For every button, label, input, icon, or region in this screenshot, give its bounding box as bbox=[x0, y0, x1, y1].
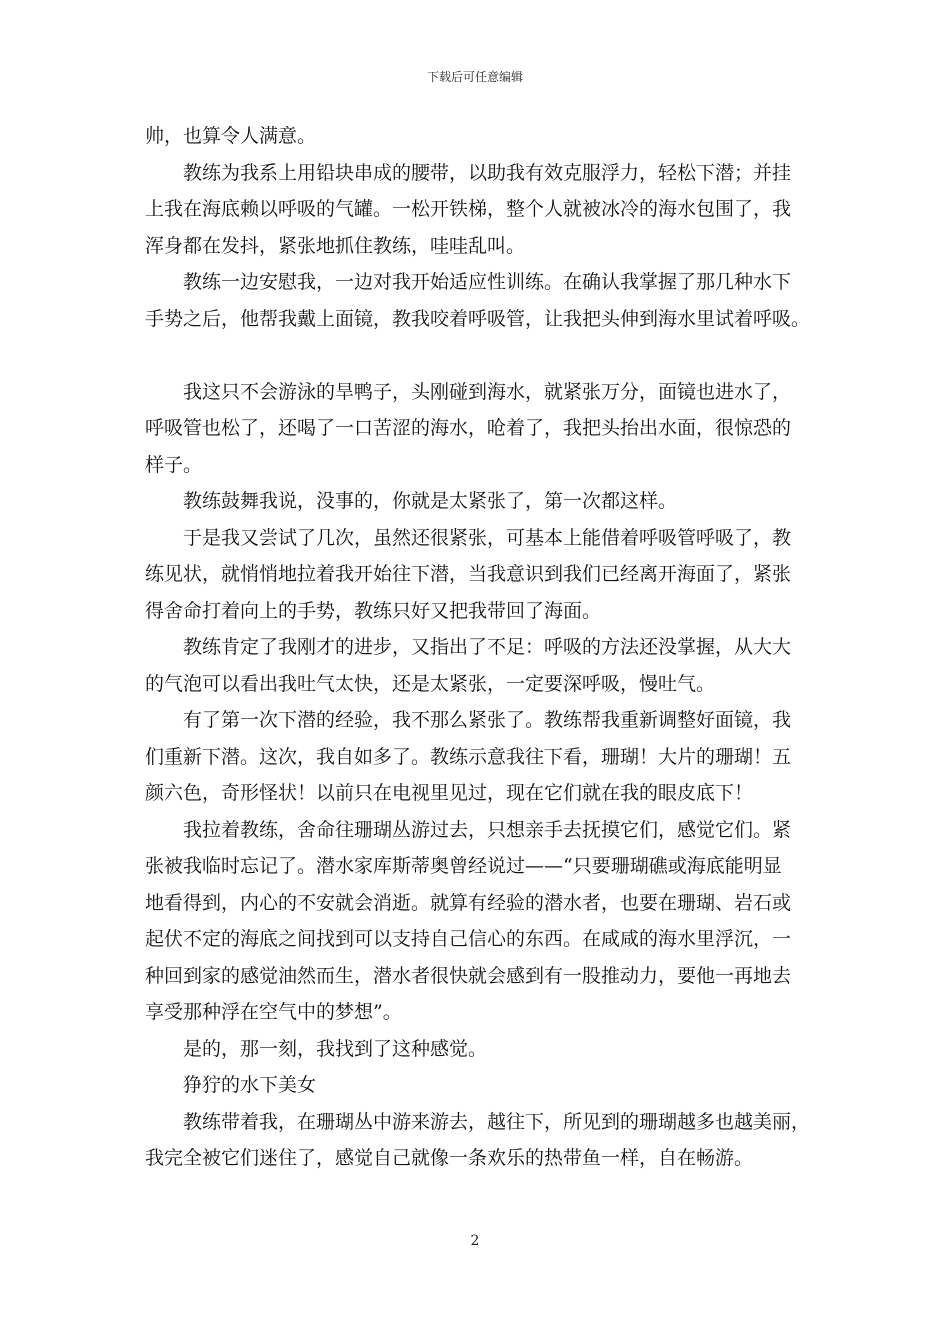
text-line: 于是我又尝试了几次，虽然还很紧张，可基本上能借着呼吸管呼吸了，教 bbox=[183, 526, 792, 549]
section-heading: 狰狞的水下美女 bbox=[183, 1074, 317, 1096]
text-line: 有了第一次下潜的经验，我不那么紧张了。教练帮我重新调整好面镜，我 bbox=[183, 709, 792, 731]
text-line: 种回到家的感觉油然而生，潜水者很快就会感到有一股推动力，要他一再地去 bbox=[145, 964, 792, 987]
text-line: 样子。 bbox=[145, 453, 203, 476]
text-line: 起伏不定的海底之间找到可以支持自己信心的东西。在咸咸的海水里浮沉，一 bbox=[145, 928, 792, 950]
text-line: 上我在海底赖以呼吸的气罐。一松开铁梯，整个人就被冰冷的海水包围了，我 bbox=[145, 198, 792, 220]
text-line: 得舍命打着向上的手势，教练只好又把我带回了海面。 bbox=[145, 599, 602, 622]
text-line: 们重新下潜。这次，我自如多了。教练示意我往下看，珊瑚！大片的珊瑚！五 bbox=[145, 745, 792, 768]
text-line: 教练一边安慰我，一边对我开始适应性训练。在确认我掌握了那几种水下 bbox=[183, 271, 792, 293]
text-line: 我这只不会游泳的旱鸭子，头刚碰到海水，就紧张万分，面镜也进水了， bbox=[183, 380, 792, 403]
text-line: 享受那种浮在空气中的梦想”。 bbox=[145, 1001, 402, 1023]
text-line: 教练带着我，在珊瑚丛中游来游去，越往下，所见到的珊瑚越多也越美丽， bbox=[183, 1110, 811, 1133]
document-body bbox=[145, 118, 817, 1177]
text-line: 颜六色，奇形怪状！以前只在电视里见过，现在它们就在我的眼皮底下！ bbox=[145, 782, 754, 804]
text-line: 是的，那一刻，我找到了这种感觉。 bbox=[183, 1037, 488, 1060]
text-line: 练见状，就悄悄地拉着我开始往下潜，当我意识到我们已经离开海面了，紧张 bbox=[145, 563, 792, 585]
text-line: 地看得到，内心的不安就会消逝。就算有经验的潜水者，也要在珊瑚、岩石或 bbox=[145, 891, 792, 914]
text-line: 帅，也算令人满意。 bbox=[145, 125, 317, 147]
page-number: 2 bbox=[470, 1233, 480, 1249]
text-line: 手势之后，他帮我戴上面镜，教我咬着呼吸管，让我把头伸到海水里试着呼吸。 bbox=[145, 307, 811, 330]
text-line: 张被我临时忘记了。潜水家库斯蒂奥曾经说过——“只要珊瑚礁或海底能明显 bbox=[145, 855, 782, 877]
text-line: 教练为我系上用铅块串成的腰带，以助我有效克服浮力，轻松下潜；并挂 bbox=[183, 161, 792, 184]
text-line: 我拉着教练，舍命往珊瑚丛游过去，只想亲手去抚摸它们，感觉它们。紧 bbox=[183, 818, 792, 841]
text-line: 的气泡可以看出我吐气太快，还是太紧张，一定要深呼吸，慢吐气。 bbox=[145, 672, 716, 695]
page-header: 下载后可任意编辑 bbox=[426, 70, 523, 84]
text-line: 浑身都在发抖，紧张地抓住教练，哇哇乱叫。 bbox=[145, 234, 526, 257]
text-line: 教练鼓舞我说，没事的，你就是太紧张了，第一次都这样。 bbox=[183, 490, 678, 512]
text-line: 我完全被它们迷住了，感觉自己就像一条欢乐的热带鱼一样，自在畅游。 bbox=[145, 1147, 754, 1169]
paragraph-spacer bbox=[145, 337, 817, 374]
text-line: 教练肯定了我刚才的进步，又指出了不足：呼吸的方法还没掌握，从大大 bbox=[183, 636, 792, 658]
text-line: 呼吸管也松了，还喝了一口苦涩的海水，呛着了，我把头抬出水面，很惊恐的 bbox=[145, 417, 792, 439]
